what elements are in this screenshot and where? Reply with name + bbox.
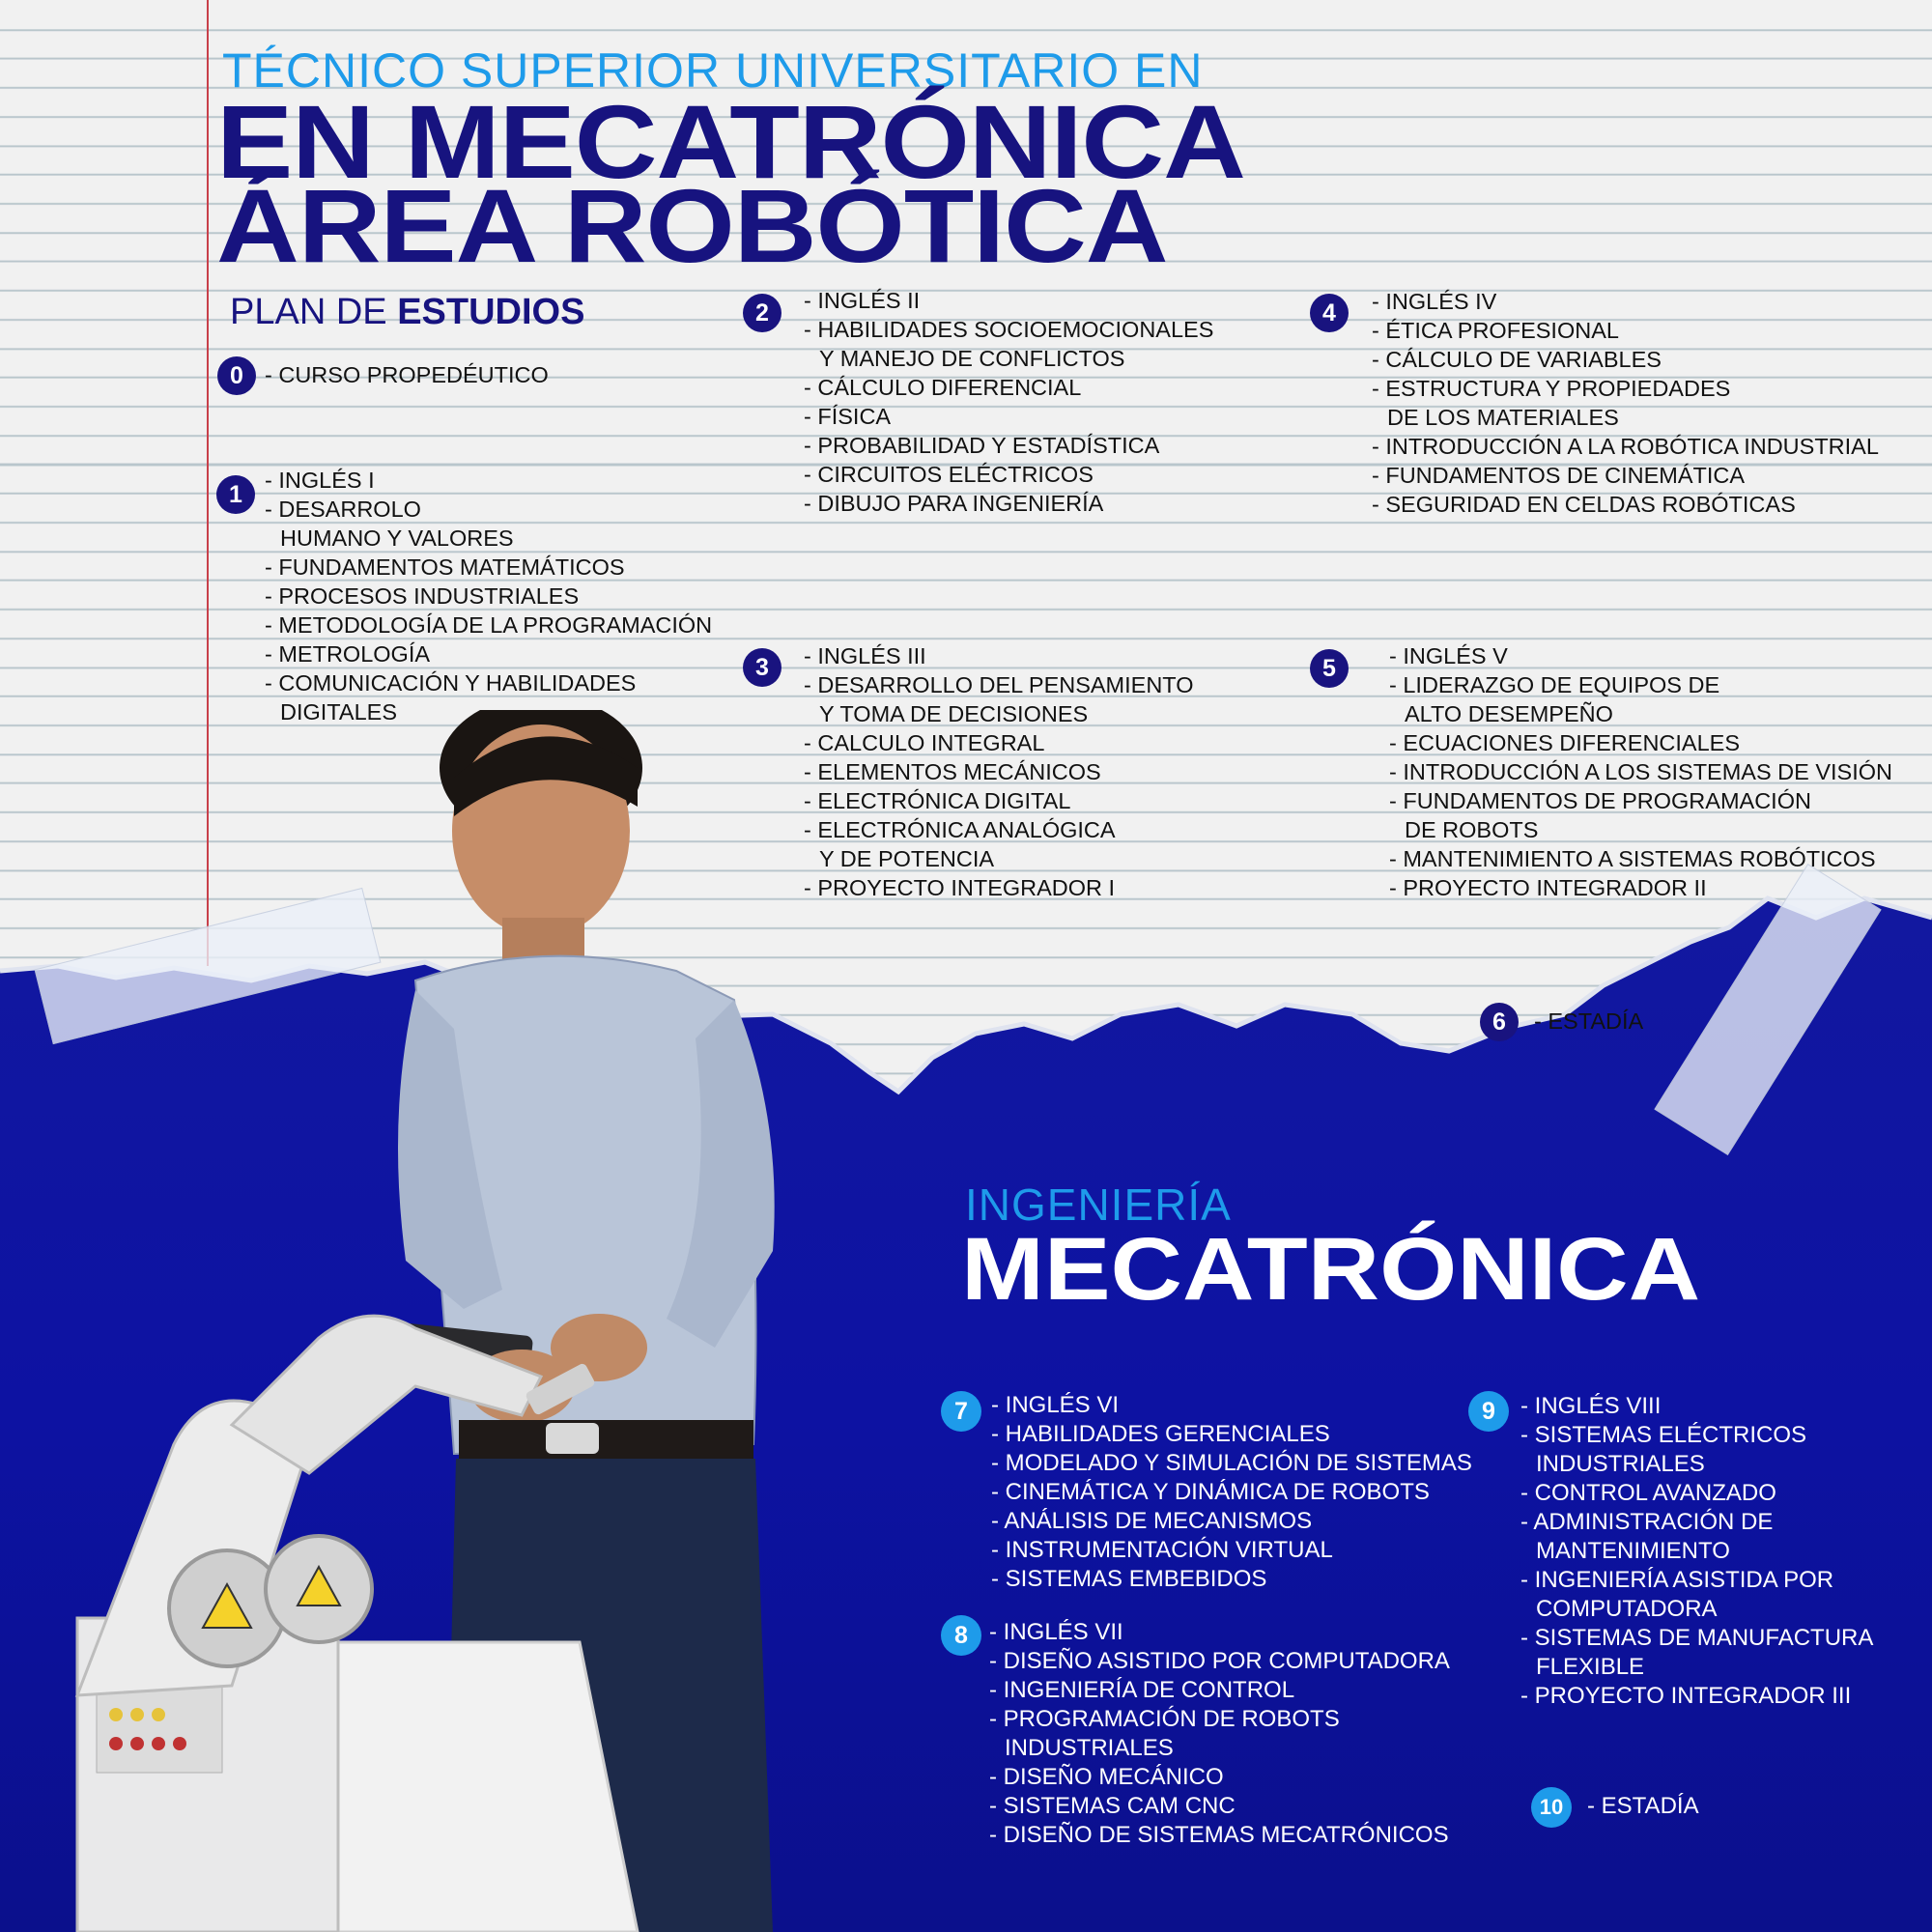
subject-item: ALTO DESEMPEÑO (1405, 701, 1613, 726)
subject-item: - FÍSICA (804, 404, 892, 429)
subject-item: MANTENIMIENTO (1536, 1538, 1730, 1564)
subject-item: - ELEMENTOS MECÁNICOS (804, 759, 1101, 784)
subject-item: - ELECTRÓNICA DIGITAL (804, 788, 1071, 813)
subject-item: DIGITALES (280, 699, 398, 724)
subject-item: - ESTADÍA (1587, 1793, 1699, 1819)
subject-item: - DESARROLO (265, 497, 421, 522)
subject-item: - DISEÑO DE SISTEMAS MECATRÓNICOS (989, 1822, 1449, 1848)
subject-item: - ESTADÍA (1534, 1009, 1644, 1034)
subject-item: - PROGRAMACIÓN DE ROBOTS (989, 1706, 1340, 1732)
subject-item: - SISTEMAS EMBEBIDOS (991, 1566, 1267, 1592)
subject-item: - PROYECTO INTEGRADOR I (804, 875, 1116, 900)
subject-item: - MODELADO Y SIMULACIÓN DE SISTEMAS (991, 1450, 1472, 1476)
subject-item: - SISTEMAS DE MANUFACTURA (1520, 1625, 1874, 1651)
subject-item: INDUSTRIALES (1005, 1735, 1174, 1761)
subject-item: - INGENIERÍA DE CONTROL (989, 1677, 1295, 1703)
subject-item: - DIBUJO PARA INGENIERÍA (804, 491, 1104, 516)
term-badge-8: 8 (941, 1615, 981, 1656)
subject-item: - MANTENIMIENTO A SISTEMAS ROBÓTICOS (1389, 846, 1876, 871)
subject-item: - LIDERAZGO DE EQUIPOS DE (1389, 672, 1720, 697)
subject-item: - SEGURIDAD EN CELDAS ROBÓTICAS (1372, 492, 1796, 517)
term-list-0 (265, 360, 549, 389)
term-list-5 (1389, 641, 1892, 902)
term-list-2 (804, 286, 1213, 518)
term-badge-4: 4 (1310, 294, 1349, 332)
heading-subtitle: TÉCNICO SUPERIOR UNIVERSITARIO EN (222, 43, 1204, 98)
plan-label-light: PLAN DE (230, 292, 387, 332)
subject-item: - ESTRUCTURA Y PROPIEDADES (1372, 376, 1731, 401)
subject-item: - CONTROL AVANZADO (1520, 1480, 1776, 1506)
subject-item: Y TOMA DE DECISIONES (819, 701, 1089, 726)
plan-label (230, 292, 584, 333)
subject-item: - INGLÉS VI (991, 1392, 1120, 1418)
term-badge-10: 10 (1531, 1787, 1572, 1828)
subject-item: COMPUTADORA (1536, 1596, 1718, 1622)
subject-item: - PROYECTO INTEGRADOR II (1389, 875, 1707, 900)
subject-item: - ÉTICA PROFESIONAL (1372, 318, 1619, 343)
subject-item: - CINEMÁTICA Y DINÁMICA DE ROBOTS (991, 1479, 1430, 1505)
subject-item: - DISEÑO MECÁNICO (989, 1764, 1224, 1790)
subject-item: - INGLÉS VII (989, 1619, 1123, 1645)
subject-item: Y MANEJO DE CONFLICTOS (819, 346, 1125, 371)
subject-item: Y DE POTENCIA (819, 846, 995, 871)
term-list-7 (991, 1391, 1472, 1594)
subject-item: DE LOS MATERIALES (1387, 405, 1619, 430)
subject-item: - INGLÉS III (804, 643, 926, 668)
subject-item: - METROLOGÍA (265, 641, 431, 667)
subject-item: - METODOLOGÍA DE LA PROGRAMACIÓN (265, 612, 713, 638)
subject-item: FLEXIBLE (1536, 1654, 1645, 1680)
heading-title-line1: EN MECATRÓNICA (216, 83, 1245, 200)
subject-item: - ECUACIONES DIFERENCIALES (1389, 730, 1741, 755)
term-badge-9: 9 (1468, 1391, 1509, 1432)
term-badge-0: 0 (217, 356, 256, 395)
subject-item: - HABILIDADES SOCIOEMOCIONALES (804, 317, 1214, 342)
subject-item: - INGLÉS V (1389, 643, 1508, 668)
subject-item: - INGENIERÍA ASISTIDA POR (1520, 1567, 1834, 1593)
term-list-8 (989, 1618, 1450, 1850)
subject-item: - CIRCUITOS ELÉCTRICOS (804, 462, 1094, 487)
subject-item: - INSTRUMENTACIÓN VIRTUAL (991, 1537, 1333, 1563)
subject-item: - CÁLCULO DIFERENCIAL (804, 375, 1082, 400)
term-badge-7: 7 (941, 1391, 981, 1432)
subject-item: - INTRODUCCIÓN A LOS SISTEMAS DE VISIÓN (1389, 759, 1893, 784)
subject-item: - HABILIDADES GERENCIALES (991, 1421, 1330, 1447)
subject-item: - COMUNICACIÓN Y HABILIDADES (265, 670, 637, 696)
subject-item: DE ROBOTS (1405, 817, 1539, 842)
student-robot-photo (0, 710, 889, 1932)
subject-item: - INGLÉS II (804, 288, 921, 313)
term-list-10 (1587, 1792, 1699, 1821)
engineering-subtitle: INGENIERÍA (965, 1179, 1232, 1230)
subject-item: - ELECTRÓNICA ANALÓGICA (804, 817, 1116, 842)
heading-title-line2: ÁREA ROBÓTICA (216, 167, 1168, 284)
subject-item: - FUNDAMENTOS MATEMÁTICOS (265, 554, 625, 580)
subject-item: - INGLÉS I (265, 468, 375, 493)
subject-item: - SISTEMAS ELÉCTRICOS (1520, 1422, 1807, 1448)
subject-item: - ANÁLISIS DE MECANISMOS (991, 1508, 1313, 1534)
subject-item: - DISEÑO ASISTIDO POR COMPUTADORA (989, 1648, 1450, 1674)
subject-item: - CALCULO INTEGRAL (804, 730, 1045, 755)
subject-item: HUMANO Y VALORES (280, 526, 514, 551)
term-badge-2: 2 (743, 294, 781, 332)
subject-item: - FUNDAMENTOS DE PROGRAMACIÓN (1389, 788, 1811, 813)
subject-item: - INGLÉS VIII (1520, 1393, 1662, 1419)
subject-item: - INTRODUCCIÓN A LA ROBÓTICA INDUSTRIAL (1372, 434, 1879, 459)
term-badge-1: 1 (216, 475, 255, 514)
term-badge-3: 3 (743, 648, 781, 687)
term-list-6 (1534, 1007, 1643, 1036)
term-badge-5: 5 (1310, 649, 1349, 688)
term-list-9 (1520, 1392, 1873, 1711)
engineering-title: MECATRÓNICA (961, 1220, 1701, 1319)
subject-item: - SISTEMAS CAM CNC (989, 1793, 1236, 1819)
subject-item: - PROBABILIDAD Y ESTADÍSTICA (804, 433, 1160, 458)
subject-item: INDUSTRIALES (1536, 1451, 1705, 1477)
term-list-1 (265, 466, 712, 726)
subject-item: - DESARROLLO DEL PENSAMIENTO (804, 672, 1194, 697)
term-list-4 (1372, 287, 1879, 519)
subject-item: - CÁLCULO DE VARIABLES (1372, 347, 1662, 372)
subject-item: - PROYECTO INTEGRADOR III (1520, 1683, 1852, 1709)
subject-item: - INGLÉS IV (1372, 289, 1497, 314)
subject-item: - FUNDAMENTOS DE CINEMÁTICA (1372, 463, 1746, 488)
term-badge-6: 6 (1480, 1003, 1519, 1041)
plan-label-bold: ESTUDIOS (397, 292, 585, 332)
subject-item: - CURSO PROPEDÉUTICO (265, 362, 549, 387)
subject-item: - PROCESOS INDUSTRIALES (265, 583, 580, 609)
subject-item: - ADMINISTRACIÓN DE (1520, 1509, 1774, 1535)
